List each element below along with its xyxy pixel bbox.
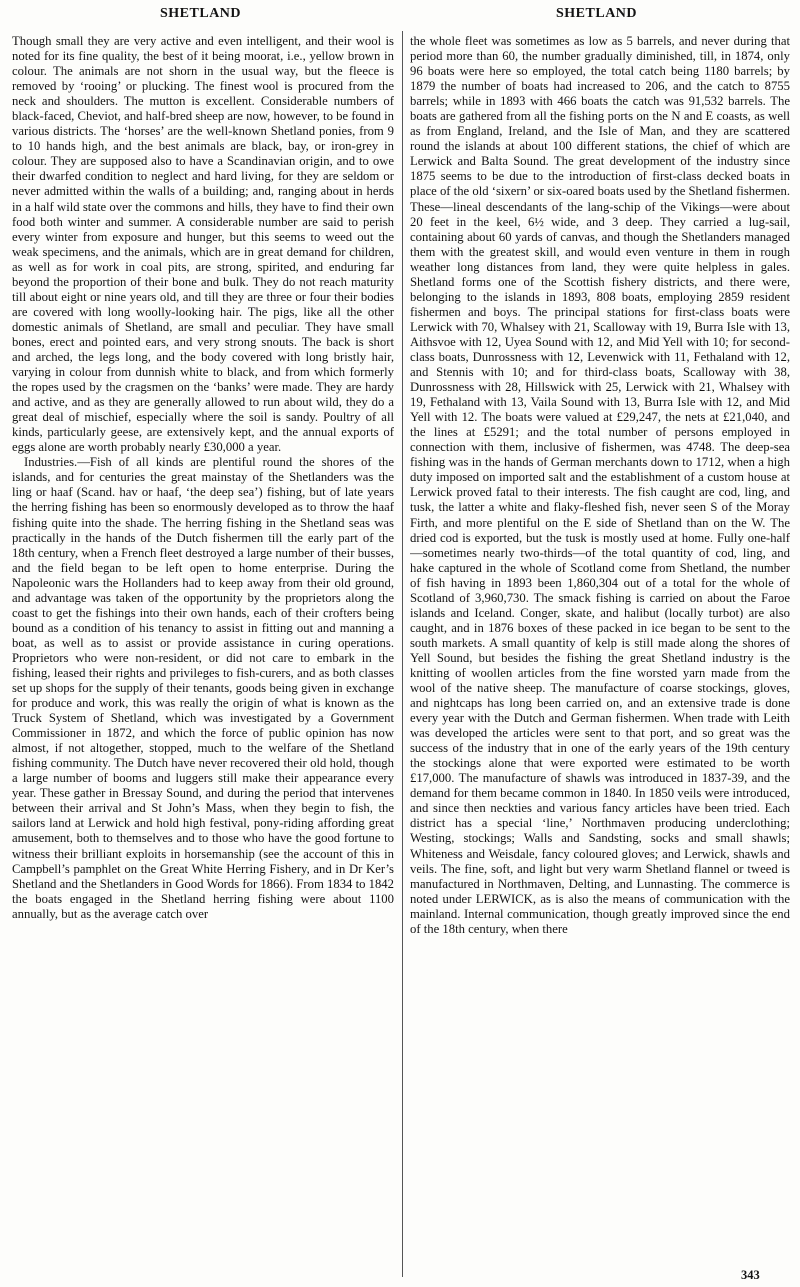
paragraph-sheep-ponies-pigs: Though small they are very active and even intelligent, and their wool is noted for its fine quality, the best of it being moorat, i.e., yellow brown in colour. The animals are not shorn in the usual way, but the fleece is removed by ‘rooing’ or plucking. The finest wool is procured from the neck and shoulders. The mutton is excellent. Considerable numbers of black-faced, Cheviot, and half-bred sheep are now, however, to be found in various districts. The ‘horses’ are the well-known Shetland ponies, from 9 to 10 hands high, and the best animals are black, bay, or iron-grey in colour. They are supposed also to have a Scandinavian origin, and to owe their dwarfed condition to neglect and hard living, for they are seldom or never admitted within the walls of a building; and, ranging about in herds in a half wild state over the commons and hills, they have to find their own food both winter and summer. A considerable number are said to perish every winter from exposure and hunger, but this seems to weed out the weak specimens, and the animals, which are in great demand for children, as well as for work in coal pits, are strong, spirited, and enduring far beyond the proportion of their bone and bulk. They do not reach maturity till about eight or nine years old, and till they are three or four their bodies are covered with long woolly-looking hair. The pigs, like all the other domestic animals of Shetland, are small and peculiar. They have small bones, erect and pointed ears, and very strong snouts. The back is short and arched, the legs long, and the body covered with long bristly hair, varying in colour from dunnish white to black, and from which formerly the ropes used by the cragsmen on the ‘banks’ were made. They are hardy and active, and as they are generally allowed to run about wild, they do a great deal of mischief, especially where the soil is sandy. Poultry of all kinds, particularly geese, are extensively kept, and the annual exports of eggs alone are worth probably nearly £30,000 a year.	[12, 34, 394, 455]
left-column	[12, 34, 394, 1266]
running-head-left: SHETLAND	[160, 6, 242, 21]
paragraph-industries: Industries.—Fish of all kinds are plentiful round the shores of the islands, and for centuries the great mainstay of the Shetlanders was the ling or haaf (Scand. hav or haaf, ‘the deep sea’) fishing, but of late years the herring fishing has been so enormously developed as to throw the haaf fishing quite into the shade. The herring fishing in the Shetland seas was practically in the hands of the Dutch fishermen till the early part of the 18th century, when a French fleet destroyed a large number of their busses, and the field began to be left open to home enterprise. During the Napoleonic wars the Hollanders had to keep away from their old ground, and advantage was taken of the opportunity by the proprietors along the coast to get the fishings into their own hands, each of their crofters being bound as a condition of his tenancy to assist in fitting out and manning a boat, as well as to assist or provide assistance in curing operations. Proprietors who were non-resident, or did not care to embark in the fishing, leased their rights and privileges to fish-curers, and as both classes set up shops for the supply of their tenants, goods being given in exchange for produce and work, this was really the origin of what is known as the Truck System of Shetland, which was investigated by a Government Commissioner in 1872, and which the force of public opinion has now almost, if not altogether, stopped, much to the welfare of the Shetland fishing community. The Dutch have never recovered their old hold, though a large number of booms and luggers still make their appearance every year. These gather in Bressay Sound, and during the period that intervenes between their arrival and St John’s Mass, when they begin to fish, the sailors land at Lerwick and hold high festival, pony-riding affording great amusement, both to themselves and to those who have the good fortune to witness their brilliant exploits in horsemanship (see the account of this in Campbell’s pamphlet on the Great White Herring Fishery, and in Dr Ker’s Shetland and the Shetlanders in Good Words for 1866). From 1834 to 1842 the boats engaged in the Shetland herring fishing were about 1100 annually, but as the average catch over	[12, 455, 394, 921]
running-head-right: SHETLAND	[556, 6, 638, 21]
page-number: 343	[741, 1268, 760, 1282]
column-divider	[402, 31, 403, 1277]
right-column	[410, 34, 790, 1266]
running-header	[0, 6, 800, 26]
paragraph-fishing-knitting: the whole fleet was sometimes as low as 5 barrels, and never during that period more than 60, the number gradually diminished, till, in 1874, only 96 boats were here so employed, the total catch being 1180 barrels; by 1879 the number of boats had increased to 206, and the catch to 8755 barrels; while in 1893 with 466 boats the catch was 91,532 barrels. The boats are gathered from all the fishing ports on the N and E coasts, as well as from England, Ireland, and the Isle of Man, and they are scattered round the islands at about 100 different stations, the chief of which are Lerwick and Balta Sound. The great development of the industry since 1875 seems to be due to the introduction of first-class decked boats in place of the old ‘sixern’ or six-oared boats used by the Shetland fishermen. These—lineal descendants of the lang-schip of the Vikings—were about 20 feet in the keel, 6½ wide, and 3 deep. They carried a lug-sail, containing about 60 yards of canvas, and though the Shetlanders managed them with the greatest skill, and would even venture in them in rough weather long distances from land, they were quite helpless in gales. Shetland forms one of the Scottish fishery districts, and there were, belonging to the islands in 1893, 808 boats, employing 2859 resident fishermen and boys. The principal stations for first-class boats were Lerwick with 70, Whalsey with 21, Scalloway with 19, Burra Isle with 13, Aithsvoe with 12, Uyea Sound with 12, and Mid Yell with 10; for second-class boats, Dunrossness with 12, Levenwick with 11, Fethaland with 12, and Stennis with 10; and for third-class boats, Scalloway with 38, Dunrossness with 28, Hillswick with 25, Lerwick with 21, Whalsey with 19, Fethaland with 13, Vaila Sound with 13, Burra Isle with 12, and Mid Yell with 12. The boats were valued at £29,247, the nets at £21,040, and the lines at £5291; and the total number of persons employed in connection with them, inclusive of fishermen, was 4748. The deep-sea fishing was in the hands of German merchants down to 1712, when a high duty imposed on imported salt and the establishment of a custom house at Lerwick proved fatal to their interests. The fish caught are cod, ling, and tusk, the latter a white and flaky-fleshed fish, never seen S of the Moray Firth, and more plentiful on the E side of Shetland than on the W. The dried cod is exported, but the tusk is mostly used at home. Fully one-half—sometimes nearly two-thirds—of the total quantity of cod, ling, and hake captured in the whole of Scotland come from Shetland, the number of fish having in 1893 been 1,860,304 out of a total for the whole of Scotland of 3,960,730. The smack fishing is carried on about the Faroe islands and Iceland. Conger, skate, and halibut (locally turbot) are also caught, and in 1876 boxes of these packed in ice began to be sent to the south markets. A small quantity of kelp is still made along the shores of Yell Sound, but besides the fishing the great Shetland industry is the knitting of woollen articles from the fine worsted yarn made from the wool of the native sheep. The manufacture of coarse stockings, gloves, and nightcaps has long been carried on, and an extensive trade is done every year with the Dutch and German fishermen. When trade with Leith was developed the articles were sent to that port, and so great was the success of the industry that in one of the early years of the 19th century the stockings alone that were exported were estimated to be worth £17,000. The manufacture of shawls was introduced in 1837-39, and the demand for them became common in 1840. In 1850 veils were introduced, and since then neckties and various fancy articles have been tried. Each district has a special ‘line,’ Northmaven producing underclothing; Westing, stockings; Walls and Sandsting, socks and small shawls; Whiteness and Weisdale, fancy coloured gloves; and Lerwick, shawls and veils. The fine, soft, and light but very warm Shetland flannel or tweed is manufactured in Northmaven, Delting, and Lunnasting. The commerce is noted under LERWICK, as is also the means of communication with the mainland. Internal communication, though greatly improved since the end of the 18th century, when there	[410, 34, 790, 936]
